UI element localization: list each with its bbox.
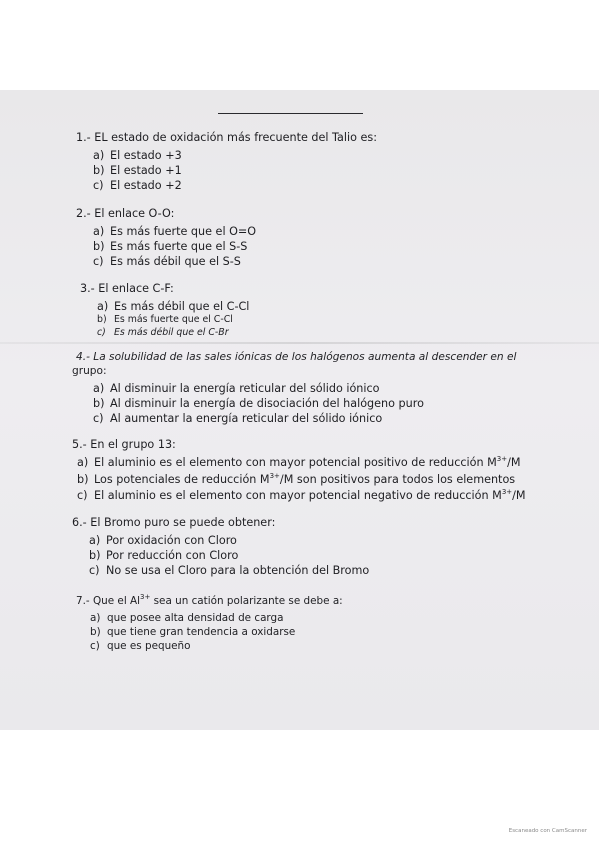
question-1: [76, 131, 377, 193]
question-3: [80, 282, 249, 339]
option-b: b) Es más fuerte que el C-Cl: [97, 314, 233, 325]
option-c: c) Al aumentar la energía reticular del sólido iónico: [93, 412, 383, 425]
option-c: c) El estado +2: [93, 179, 182, 192]
option-b: b) Al disminuir la energía de disociación del halógeno puro: [93, 397, 424, 410]
option-b: b) Los potenciales de reducción $M^{3+}/M$ son positivos para todos los elementos: [77, 471, 516, 486]
option-b: b) que tiene gran tendencia a oxidarse: [90, 626, 296, 638]
question-6-stem: 6.- El Bromo puro se puede obtener:: [72, 516, 276, 529]
question-7-options: [76, 611, 343, 653]
option-b: b) El estado +1: [93, 164, 182, 177]
option-c: c) Es más débil que el C-Br: [97, 326, 229, 338]
option-a: a) El estado +3: [93, 149, 182, 162]
page-fold-shadow: [0, 342, 599, 344]
question-1-options: [76, 148, 377, 193]
question-1-stem: 1.- EL estado de oxidación más frecuente del Talio es:: [76, 131, 377, 144]
question-4-stem-line-2: grupo:: [72, 365, 107, 377]
question-4-options: [76, 381, 516, 426]
question-2-options: [76, 224, 256, 269]
question-2: [76, 207, 256, 269]
scanner-watermark: Escaneado con CamScanner: [508, 828, 587, 834]
option-a: a) Es más débil que el C-Cl: [97, 300, 250, 313]
question-3-stem: 3.- El enlace C-F:: [80, 282, 174, 295]
option-c: c) El aluminio es el elemento con mayor potencial negativo de reducción $M^{3+}/M$: [77, 488, 526, 502]
question-5-options: [72, 455, 526, 505]
option-a: a) El aluminio es el elemento con mayor potencial positivo de reducción $M^{3+}/M$: [77, 455, 521, 469]
question-5-stem: 5.- En el grupo 13:: [72, 438, 176, 451]
option-b: b) Por reducción con Cloro: [89, 549, 239, 562]
option-c: c) que es pequeño: [90, 640, 191, 652]
option-a: a) Es más fuerte que el O=O: [93, 225, 257, 238]
question-4: [72, 350, 517, 426]
option-c: c) No se usa el Cloro para la obtención del Bromo: [89, 564, 370, 577]
option-a: a) Por oxidación con Cloro: [89, 534, 237, 547]
question-4-stem-line-1: 4.- La solubilidad de las sales iónicas de los halógenos aumenta al descender en el: [76, 351, 517, 363]
question-6-options: [72, 533, 369, 578]
question-5: [72, 438, 526, 505]
option-a: a) Al disminuir la energía reticular del sólido iónico: [93, 382, 380, 395]
question-7-stem: 7.- Que el $Al^{3+}$ sea un catión polarizante se debe a:: [76, 593, 343, 607]
option-a: a) que posee alta densidad de carga: [90, 612, 284, 624]
option-b: b) Es más fuerte que el S-S: [93, 240, 248, 253]
question-6: [72, 516, 369, 578]
option-c: c) Es más débil que el S-S: [93, 255, 241, 268]
question-7: [76, 594, 343, 653]
question-2-stem: 2.- El enlace O-O:: [76, 207, 175, 220]
question-3-options: [80, 299, 249, 314]
question-3-options-small: [80, 314, 249, 339]
name-blank-line: [218, 113, 363, 114]
